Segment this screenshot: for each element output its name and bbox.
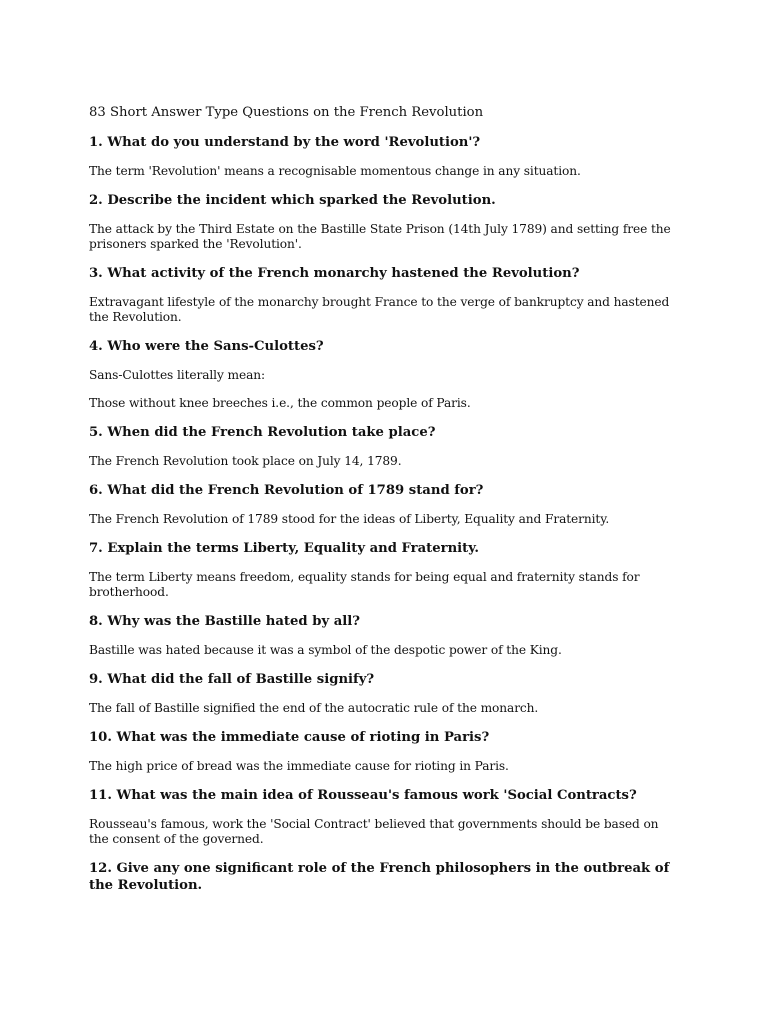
qa-item-7: [89, 540, 679, 600]
answer-4a: Sans-Culottes literally mean:: [89, 368, 266, 382]
qa-item-2: [89, 192, 679, 252]
answer-11: Rousseau's famous, work the 'Social Contract' believed that governments should be based on the consent of the governed.: [89, 817, 659, 846]
answer-5: The French Revolution took place on July 14, 1789.: [89, 454, 402, 468]
answer-10: The high price of bread was the immediate cause for rioting in Paris.: [89, 759, 509, 773]
question-8: 8. Why was the Bastille hated by all?: [89, 614, 360, 629]
question-9: 9. What did the fall of Bastille signify?: [89, 672, 375, 687]
question-6: 6. What did the French Revolution of 1789 stand for?: [89, 483, 484, 498]
question-3: 3. What activity of the French monarchy hastened the Revolution?: [89, 266, 580, 281]
question-11: 11. What was the main idea of Rousseau's famous work 'Social Contracts?: [89, 788, 637, 803]
answer-1: The term 'Revolution' means a recognisable momentous change in any situation.: [89, 164, 581, 178]
qa-item-8: [89, 613, 679, 658]
question-1: 1. What do you understand by the word 'Revolution'?: [89, 135, 481, 150]
qa-item-12: [89, 860, 679, 894]
question-4: 4. Who were the Sans-Culottes?: [89, 339, 324, 354]
question-10: 10. What was the immediate cause of rioting in Paris?: [89, 730, 490, 745]
answer-3: Extravagant lifestyle of the monarchy brought France to the verge of bankruptcy and hastened the Revolution.: [89, 295, 670, 324]
qa-item-10: [89, 729, 679, 774]
question-2: 2. Describe the incident which sparked the Revolution.: [89, 193, 496, 208]
qa-item-5: [89, 424, 679, 469]
answer-9: The fall of Bastille signified the end of the autocratic rule of the monarch.: [89, 701, 539, 715]
answer-8: Bastille was hated because it was a symbol of the despotic power of the King.: [89, 643, 562, 657]
answer-6: The French Revolution of 1789 stood for the ideas of Liberty, Equality and Fraternity.: [89, 512, 610, 526]
answer-4b: Those without knee breeches i.e., the common people of Paris.: [89, 396, 471, 410]
qa-item-3: [89, 265, 679, 325]
document-page: [89, 104, 679, 907]
qa-item-11: [89, 787, 679, 847]
qa-item-6: [89, 482, 679, 527]
question-7: 7. Explain the terms Liberty, Equality and Fraternity.: [89, 541, 480, 556]
question-12: 12. Give any one significant role of the French philosophers in the outbreak of the Revolution.: [89, 861, 670, 893]
answer-7: The term Liberty means freedom, equality stands for being equal and fraternity stands for brotherhood.: [89, 570, 640, 599]
qa-item-1: [89, 134, 679, 179]
document-title: 83 Short Answer Type Questions on the French Revolution: [89, 105, 484, 120]
question-5: 5. When did the French Revolution take place?: [89, 425, 436, 440]
answer-2: The attack by the Third Estate on the Bastille State Prison (14th July 1789) and setting free the prisoners sparked the 'Revolution'.: [89, 222, 671, 251]
qa-item-9: [89, 671, 679, 716]
qa-item-4: [89, 338, 679, 411]
